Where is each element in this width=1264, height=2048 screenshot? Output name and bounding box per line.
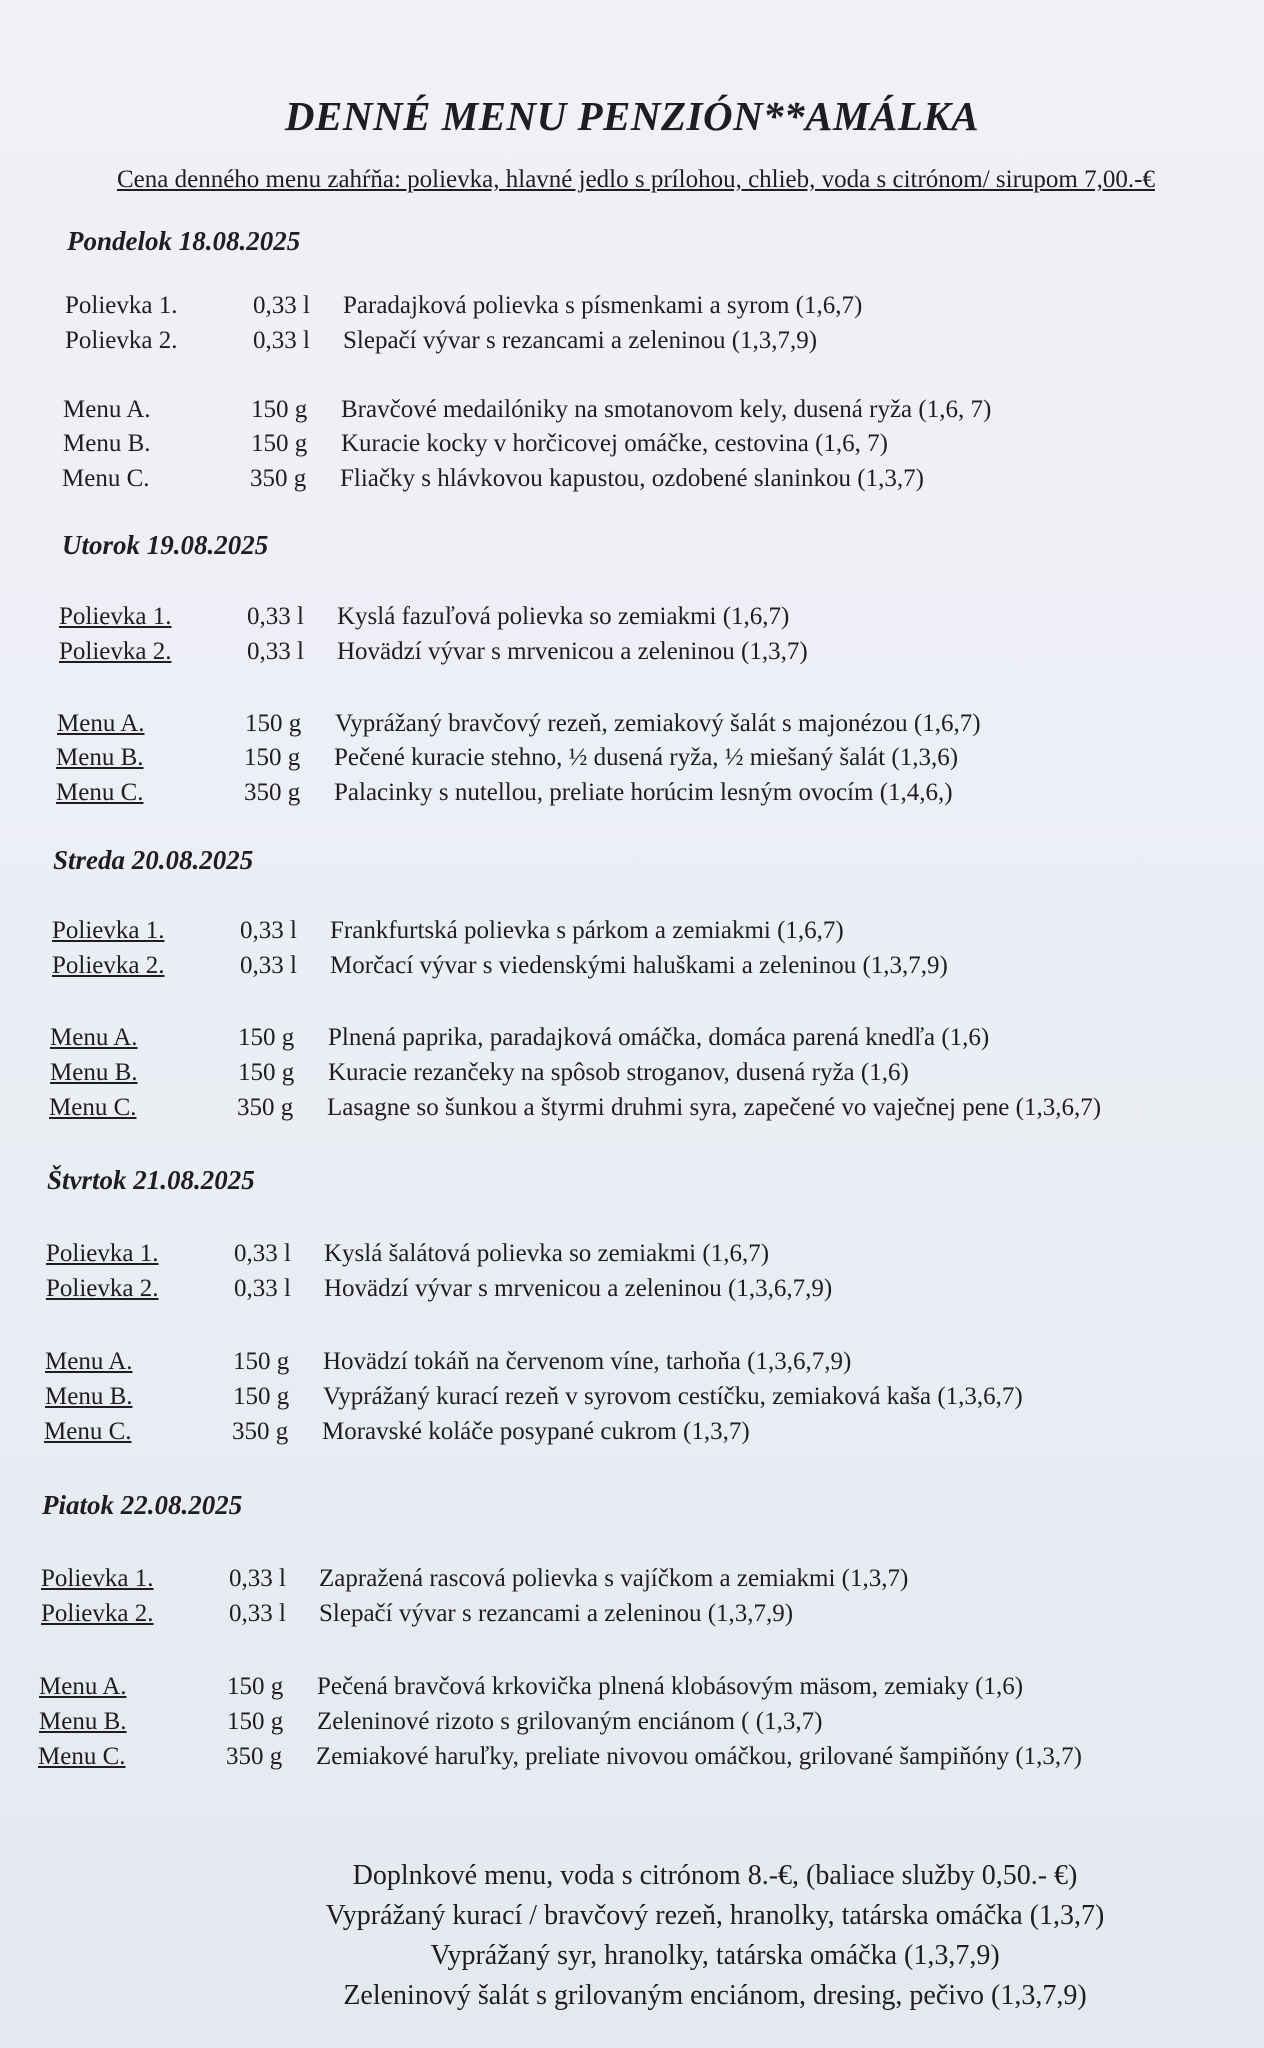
item-description: Vyprážaný bravčový rezeň, zemiakový šalát s majonézou (1,6,7) <box>335 710 981 737</box>
page-title: DENNÉ MENU PENZIÓN**AMÁLKA <box>284 93 980 139</box>
item-quantity: 0,33 l <box>234 1275 291 1302</box>
item-label: Menu C. <box>56 779 144 806</box>
item-label: Polievka 1. <box>41 1565 154 1592</box>
item-description: Slepačí vývar s rezancami a zeleninou (1,3,7,9) <box>343 327 818 354</box>
item-description: Kuracie rezančeky na spôsob stroganov, dusená ryža (1,6) <box>328 1059 909 1086</box>
item-quantity: 350 g <box>237 1094 294 1121</box>
item-label: Menu A. <box>57 710 145 737</box>
item-description: Kyslá fazuľová polievka so zemiakmi (1,6,7) <box>337 603 790 630</box>
item-label: Polievka 1. <box>52 917 165 944</box>
item-quantity: 350 g <box>226 1743 283 1770</box>
item-quantity: 0,33 l <box>234 1240 291 1267</box>
item-description: Fliačky s hlávkovou kapustou, ozdobené slaninkou (1,3,7) <box>340 465 924 492</box>
item-description: Kuracie kocky v horčicovej omáčke, cestovina (1,6, 7) <box>341 430 889 457</box>
day-heading-tuesday: Utorok 19.08.2025 <box>62 530 269 560</box>
day-heading-thursday: Štvrtok 21.08.2025 <box>47 1165 255 1195</box>
item-quantity: 150 g <box>238 1024 295 1051</box>
item-quantity: 150 g <box>251 430 308 457</box>
item-quantity: 0,33 l <box>247 638 304 665</box>
item-description: Zeleninové rizoto s grilovaným enciánom ( (1,3,7) <box>317 1708 823 1735</box>
item-description: Zemiakové haruľky, preliate nivovou omáčkou, grilované šampiňóny (1,3,7) <box>316 1743 1082 1770</box>
item-label: Polievka 2. <box>52 952 165 979</box>
day-heading-monday: Pondelok 18.08.2025 <box>67 226 301 256</box>
item-description: Frankfurtská polievka s párkom a zemiakmi (1,6,7) <box>330 917 844 944</box>
extra-line: Vyprážaný kurací / bravčový rezeň, hranolky, tatárska omáčka (1,3,7) <box>325 1900 1105 1931</box>
extra-line: Vyprážaný syr, hranolky, tatárska omáčka (1,3,7,9) <box>430 1940 1000 1971</box>
item-label: Menu B. <box>50 1059 138 1086</box>
item-description: Palacinky s nutellou, preliate horúcim lesným ovocím (1,4,6,) <box>334 779 953 806</box>
item-label: Polievka 1. <box>65 292 178 319</box>
item-quantity: 0,33 l <box>240 952 297 979</box>
item-description: Hovädzí vývar s mrvenicou a zeleninou (1,3,7) <box>337 638 808 665</box>
item-label: Menu A. <box>39 1673 127 1700</box>
item-label: Menu C. <box>44 1418 132 1445</box>
item-quantity: 150 g <box>244 744 301 771</box>
item-quantity: 350 g <box>244 779 301 806</box>
item-label: Polievka 1. <box>46 1240 159 1267</box>
item-label: Menu C. <box>38 1743 126 1770</box>
item-label: Menu A. <box>45 1348 133 1375</box>
day-heading-friday: Piatok 22.08.2025 <box>42 1490 243 1520</box>
item-label: Menu B. <box>63 430 151 457</box>
item-quantity: 350 g <box>250 465 307 492</box>
item-quantity: 150 g <box>238 1059 295 1086</box>
item-description: Hovädzí tokáň na červenom víne, tarhoňa (1,3,6,7,9) <box>323 1348 852 1375</box>
item-description: Pečené kuracie stehno, ½ dusená ryža, ½ miešaný šalát (1,3,6) <box>334 744 959 771</box>
item-quantity: 0,33 l <box>229 1600 286 1627</box>
item-label: Menu B. <box>39 1708 127 1735</box>
item-quantity: 0,33 l <box>253 292 310 319</box>
item-label: Menu B. <box>56 744 144 771</box>
item-quantity: 150 g <box>251 396 308 423</box>
item-quantity: 150 g <box>245 710 302 737</box>
item-quantity: 150 g <box>233 1348 290 1375</box>
day-heading-wednesday: Streda 20.08.2025 <box>53 845 254 875</box>
supplementary-menu <box>270 1856 1160 2016</box>
item-description: Plnená paprika, paradajková omáčka, domáca parená knedľa (1,6) <box>328 1024 990 1051</box>
item-label: Polievka 2. <box>41 1600 154 1627</box>
item-description: Kyslá šalátová polievka so zemiakmi (1,6,7) <box>324 1240 770 1267</box>
item-quantity: 350 g <box>232 1418 289 1445</box>
extra-line: Doplnkové menu, voda s citrónom 8.-€, (baliace služby 0,50.- €) <box>352 1860 1078 1891</box>
item-label: Menu A. <box>63 396 151 423</box>
item-quantity: 150 g <box>227 1673 284 1700</box>
item-description: Vyprážaný kurací rezeň v syrovom cestíčku, zemiaková kaša (1,3,6,7) <box>323 1383 1023 1410</box>
item-label: Menu B. <box>45 1383 133 1410</box>
item-description: Pečená bravčová krkovička plnená klobásovým mäsom, zemiaky (1,6) <box>317 1673 1024 1700</box>
item-quantity: 0,33 l <box>240 917 297 944</box>
item-description: Bravčové medailóniky na smotanovom kely, dusená ryža (1,6, 7) <box>341 396 992 423</box>
extra-line: Zeleninový šalát s grilovaným enciánom, dresing, pečivo (1,3,7,9) <box>343 1980 1087 2011</box>
item-quantity: 0,33 l <box>247 603 304 630</box>
item-quantity: 0,33 l <box>253 327 310 354</box>
item-label: Menu A. <box>50 1024 138 1051</box>
item-label: Polievka 1. <box>59 603 172 630</box>
item-description: Hovädzí vývar s mrvenicou a zeleninou (1,3,6,7,9) <box>324 1275 833 1302</box>
item-description: Lasagne so šunkou a štyrmi druhmi syra, zapečené vo vaječnej pene (1,3,6,7) <box>327 1094 1102 1121</box>
item-label: Menu C. <box>62 465 150 492</box>
price-note: Cena denného menu zahŕňa: polievka, hlavné jedlo s prílohou, chlieb, voda s citrónom/ sirupom 7,00.-€ <box>117 166 1155 193</box>
item-quantity: 150 g <box>227 1708 284 1735</box>
item-description: Paradajková polievka s písmenkami a syrom (1,6,7) <box>343 292 863 319</box>
item-description: Moravské koláče posypané cukrom (1,3,7) <box>322 1418 750 1445</box>
item-label: Polievka 2. <box>59 638 172 665</box>
item-label: Polievka 2. <box>46 1275 159 1302</box>
item-quantity: 0,33 l <box>229 1565 286 1592</box>
item-label: Polievka 2. <box>65 327 178 354</box>
item-description: Morčací vývar s viedenskými haluškami a zeleninou (1,3,7,9) <box>330 952 948 979</box>
item-description: Zapražená rascová polievka s vajíčkom a zemiakmi (1,3,7) <box>319 1565 909 1592</box>
item-description: Slepačí vývar s rezancami a zeleninou (1,3,7,9) <box>319 1600 794 1627</box>
item-label: Menu C. <box>49 1094 137 1121</box>
item-quantity: 150 g <box>233 1383 290 1410</box>
